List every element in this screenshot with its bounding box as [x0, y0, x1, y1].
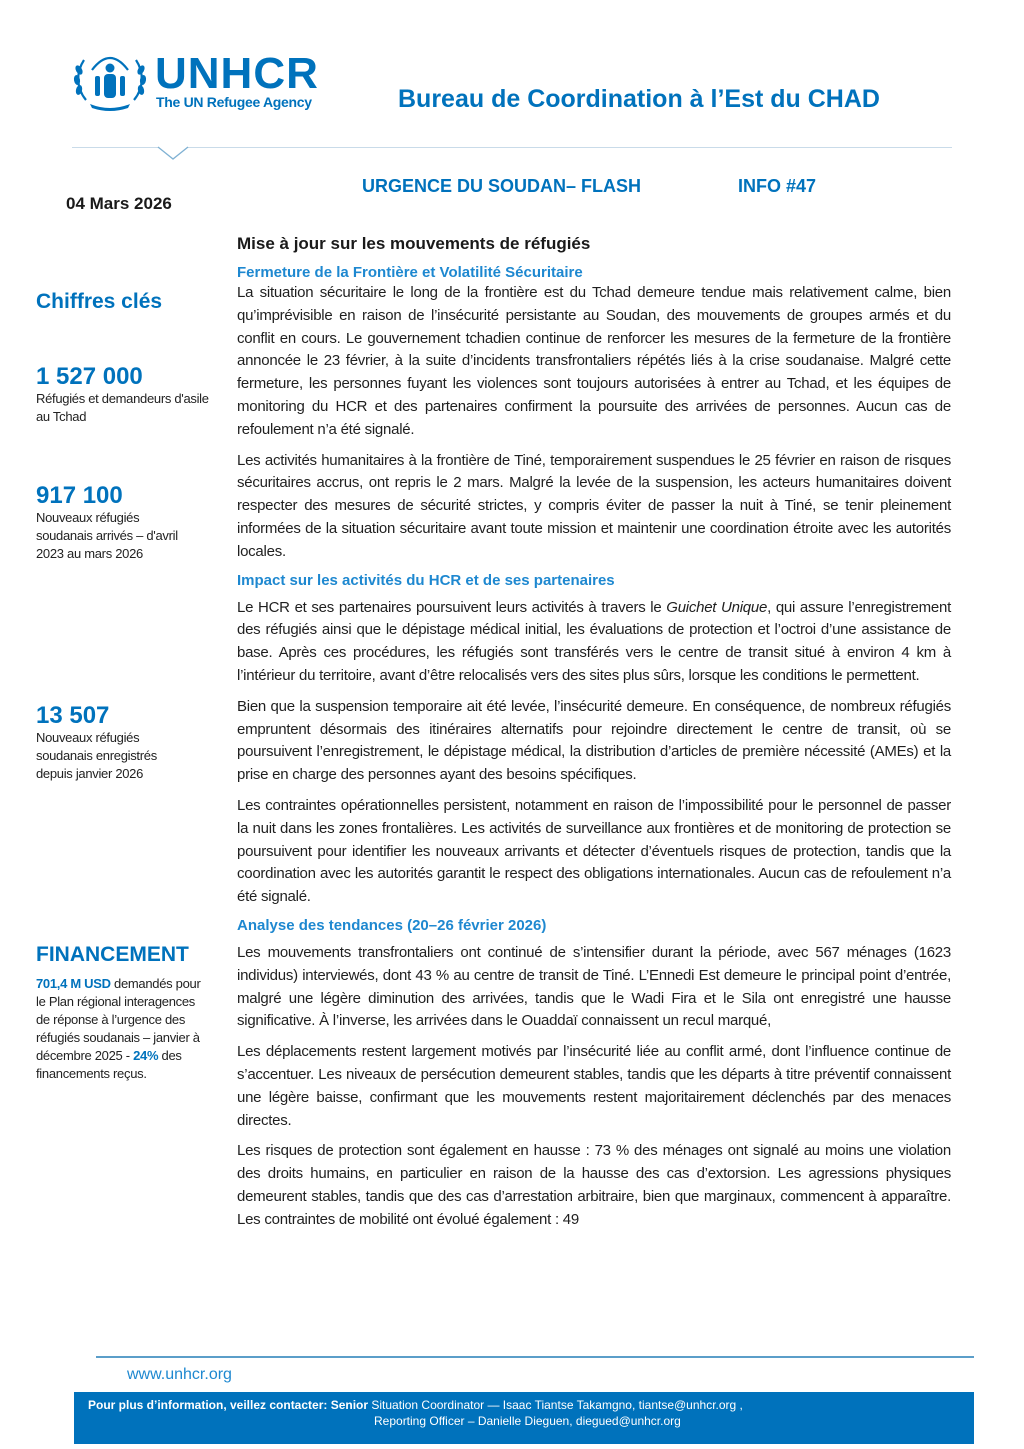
contact-1[interactable]: Situation Coordinator — Isaac Tiantse Takamgno, tiantse@unhcr.org ,: [368, 1398, 743, 1412]
key-figure: [36, 483, 216, 563]
key-figure: [36, 364, 216, 426]
website-link[interactable]: www.unhcr.org: [127, 1366, 232, 1383]
flash-number: INFO #47: [738, 176, 817, 196]
chevron-down-icon: [157, 140, 189, 160]
key-figures-title: Chiffres clés: [36, 290, 163, 313]
key-figure-label: Réfugiés et demandeurs d'asile au Tchad: [36, 391, 209, 424]
paragraph: Les contraintes opérationnelles persistent, notamment en raison de l’impossibilité pour le personnel de passer la nuit dans les zones frontalières. Les activités de surveillance aux frontières et de monitoring de protection se poursuivent pour identifier les nouveaux arrivants et détecter d’éventuels risques de protection, tandis que la coordination avec les autorités garantit le respect des obligations internationales. Aucun cas de refoulement n’a été signalé.: [237, 796, 951, 906]
paragraph: Les activités humanitaires à la frontière de Tiné, temporairement suspendues le 25 février en raison de risques sécuritaires accrus, ont repris le 2 mars. Malgré la levée de la suspension, les acteurs humanitaires doivent respecter des mesures de sécurité strictes, y compris éviter de passer la nuit à Tiné, se tenir pleinement informées de la situation sécuritaire avant toute mission et maintenir une coordination étroite avec les autorités locales.: [237, 451, 951, 560]
section-heading: Fermeture de la Frontière et Volatilité Sécuritaire: [237, 264, 583, 281]
main-content: [237, 234, 951, 1239]
funding-text: [36, 975, 212, 1083]
contact-bar: [74, 1392, 974, 1444]
main-title: Mise à jour sur les mouvements de réfugiés: [237, 234, 591, 253]
paragraph: Les déplacements restent largement motivés par l’insécurité liée au conflit armé, dont l’influence continue de s’accentuer. Les niveaux de persécution demeurent stables, tandis que les départs à titre préventif connaissent une légère baisse, confirmant que les mouvements restent majoritairement déclenchés par des menaces directes.: [237, 1043, 951, 1129]
logo-wordmark: UNHCR: [155, 49, 319, 98]
paragraph: Les risques de protection sont également en hausse : 73 % des ménages ont signalé au moins une violation des droits humains, en particulier en raison de la hausse des cas d’extorsion. Les agressions physiques demeurent stables, tandis que des cas d’arrestation arbitraire, bien que marginaux, commencent à apparaître. Les contraintes de mobilité ont évolué également : 49: [237, 1142, 951, 1228]
paragraph-text: , qui assure l’enregistrement des réfugiés ainsi que le dépistage médical initial, les évaluations de protection et l’octroi d’une assistance de base. Après ces procédures, les réfugiés sont transférés vers le centre de transit situé à environ 4 km à l’intérieur du territoire, avant d’être relocalisés vers des sites plus sûrs, lorsque les conditions le permettent.: [237, 598, 951, 684]
paragraph: Bien que la suspension temporaire ait été levée, l’insécurité demeure. En conséquence, de nombreux réfugiés empruntent désormais des itinéraires alternatifs pour rejoindre directement le centre de transit, où se poursuivent l’enregistrement, le dépistage médical, la distribution d’articles de première nécessité (AMEs) et la prise en charge des personnes ayant des besoins spécifiques.: [237, 697, 951, 784]
section-heading: Impact sur les activités du HCR et de ses partenaires: [237, 571, 615, 589]
contact-lead: Pour plus d’information, veillez contacter:: [88, 1398, 331, 1412]
contact-role-bold: Senior: [330, 1398, 369, 1412]
unhcr-emblem-icon: [70, 48, 150, 112]
key-figure-value: 13 507: [36, 702, 110, 729]
contact-line-1: [88, 1398, 743, 1412]
guichet-unique-term: Guichet Unique: [666, 598, 768, 616]
flash-title: URGENCE DU SOUDAN– FLASH: [362, 176, 642, 196]
funding-description: demandés pour le Plan régional interagences de réponse à l’urgence des réfugiés soudanais – janvier à décembre 2025 -: [36, 976, 201, 1063]
key-figure-value: 1 527 000: [36, 363, 143, 390]
funding-amount: 701,4 M USD: [36, 976, 111, 991]
logo-tagline: The UN Refugee Agency: [156, 94, 312, 110]
key-figure: [36, 703, 216, 783]
key-figure-label: Nouveaux réfugiés soudanais enregistrés depuis janvier 2026: [36, 730, 157, 781]
funding-title: FINANCEMENT: [36, 943, 189, 966]
funding-percent: 24%: [133, 1048, 159, 1063]
contact-line-2[interactable]: Reporting Officer – Danielle Dieguen, diegued@unhcr.org: [374, 1414, 681, 1428]
key-figure-value: 917 100: [36, 482, 123, 509]
footer-divider: [96, 1356, 974, 1358]
paragraph: [237, 597, 951, 688]
funding-description-end: des financements reçus.: [36, 1048, 182, 1081]
header-divider: [72, 147, 952, 148]
paragraph: Les mouvements transfrontaliers ont continué de s’intensifier durant la période, avec 567 ménages (1623 individus) interviewés, dont 43 % au centre de transit de Tiné. L’Ennedi Est demeure le principal point d’entrée, malgré une légère diminution des arrivées, tandis que le Wadi Fira et le Sila ont enregistré une hausse significative. À l’inverse, les arrivées dans le Ouaddaï connaissent un recul marqué,: [237, 943, 951, 1030]
section-heading: Analyse des tendances (20–26 février 2026): [237, 916, 547, 934]
office-title: Bureau de Coordination à l’Est du CHAD: [398, 85, 880, 113]
paragraph-text: Le HCR et ses partenaires poursuivent leurs activités à travers le: [237, 598, 667, 616]
report-date: 04 Mars 2026: [66, 194, 172, 213]
unhcr-logo: [70, 48, 340, 112]
key-figure-label: Nouveaux réfugiés soudanais arrivés – d'avril 2023 au mars 2026: [36, 510, 178, 561]
paragraph: La situation sécuritaire le long de la frontière est du Tchad demeure tendue mais relativement calme, bien qu’imprévisible en raison de l’insécurité persistante au Soudan, des mouvements de groupes armés et du conflit en cours. Le gouvernement tchadien continue de renforcer les mesures de la fermeture de la frontière annoncée le 23 février, à la suite d’incidents transfrontaliers répétés liés à la crise soudanaise. Malgré cette fermeture, les personnes fuyant les violences sont toujours autorisées à entrer au Tchad, et les équipes de monitoring du HCR et des partenaires confirment la poursuite des arrivées de personnes. Aucun cas de refoulement n’a été signalé.: [237, 284, 951, 438]
